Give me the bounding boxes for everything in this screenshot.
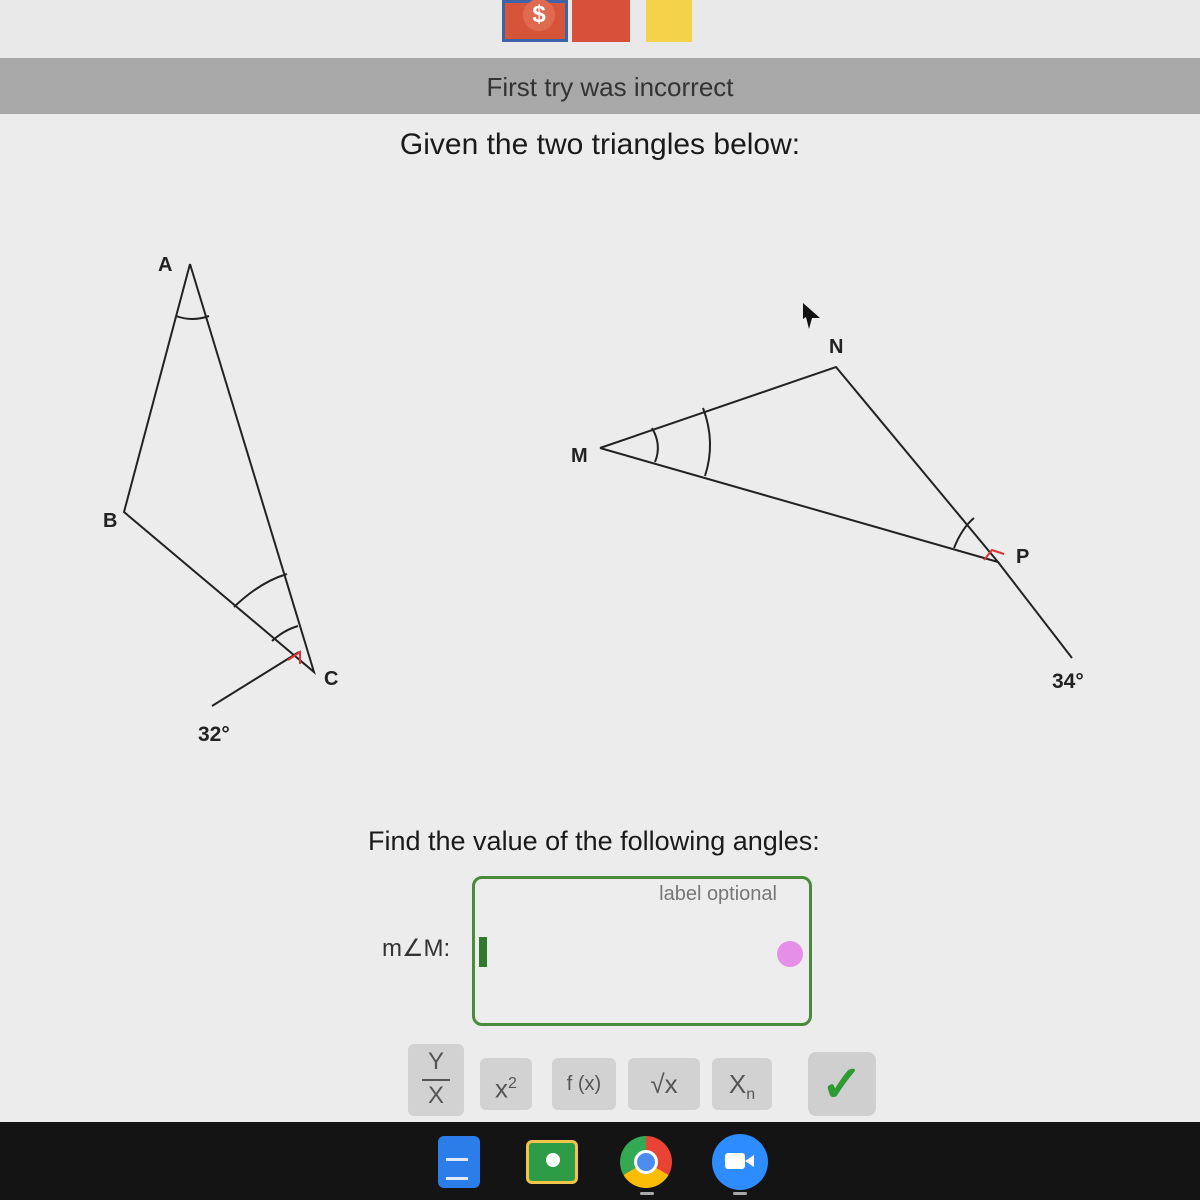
vertex-m-label: M: [571, 445, 588, 467]
pink-dot-icon[interactable]: [777, 941, 803, 967]
exterior-angle-right-label: 34°: [1052, 670, 1084, 693]
angle-a-arc: [176, 316, 209, 319]
problem-prompt: Given the two triangles below:: [399, 128, 801, 161]
chrome-center: [634, 1150, 658, 1174]
question-text: Find the value of the following angles:: [368, 826, 820, 856]
vertex-a-label: A: [158, 254, 173, 276]
mouse-cursor-icon: [803, 303, 820, 329]
triangle-abc: [124, 264, 314, 706]
chrome-open-indicator: [640, 1192, 654, 1195]
fraction-button[interactable]: [408, 1044, 464, 1116]
angle-m-label: m∠M:: [382, 935, 451, 962]
fraction-denominator: X: [427, 1082, 444, 1109]
triangle-mnp: [600, 367, 1072, 658]
zoom-open-indicator: [733, 1192, 747, 1195]
zoom-icon[interactable]: [712, 1134, 768, 1190]
vertex-c-label: C: [324, 668, 339, 690]
answer-placeholder: label optional: [659, 883, 777, 905]
exterior-angle-left-label: 32°: [198, 723, 230, 746]
dollar-icon: $: [523, 0, 555, 31]
angle-m-arc-inner: [652, 428, 658, 462]
docs-icon[interactable]: [438, 1136, 480, 1188]
root-button[interactable]: [628, 1058, 700, 1110]
vertex-n-label: N: [829, 336, 844, 358]
classroom-person: [546, 1153, 560, 1167]
fraction-numerator: Y: [427, 1048, 444, 1075]
chrome-icon[interactable]: [620, 1136, 672, 1188]
exponent-base: x: [495, 1073, 509, 1104]
angle-c-arc-outer: [234, 574, 287, 607]
subscript-base: X: [728, 1069, 747, 1099]
vertex-b-label: B: [103, 510, 118, 532]
exterior-ray-c: [212, 652, 299, 706]
docs-lines: [446, 1158, 468, 1180]
subscript-index: n: [746, 1086, 756, 1104]
angle-c-arc-inner: [272, 626, 298, 641]
feedback-message: First try was incorrect: [486, 72, 734, 102]
submit-button[interactable]: [808, 1052, 876, 1116]
angle-m-answer-input[interactable]: [472, 876, 812, 1026]
taskbar: [0, 1122, 1200, 1200]
fraction-bar: [422, 1079, 450, 1081]
zoom-camera: [725, 1153, 745, 1169]
subscript-button[interactable]: [712, 1058, 772, 1110]
triangle-abc-sides: [124, 264, 314, 672]
vertex-p-label: P: [1016, 546, 1030, 568]
check-icon: ✓: [821, 1056, 863, 1112]
zoom-lens: [745, 1155, 754, 1167]
exponent-button[interactable]: [480, 1058, 532, 1110]
text-caret: [479, 937, 487, 967]
exponent-power: 2: [508, 1075, 517, 1092]
angle-m-arc-outer: [703, 408, 710, 476]
function-button[interactable]: [552, 1058, 616, 1110]
function-label: f (x): [566, 1073, 602, 1095]
triangle-mnp-sides: [600, 367, 998, 562]
classroom-icon[interactable]: [526, 1140, 578, 1184]
exterior-ray-p: [998, 562, 1072, 658]
root-label: √x: [650, 1069, 678, 1099]
